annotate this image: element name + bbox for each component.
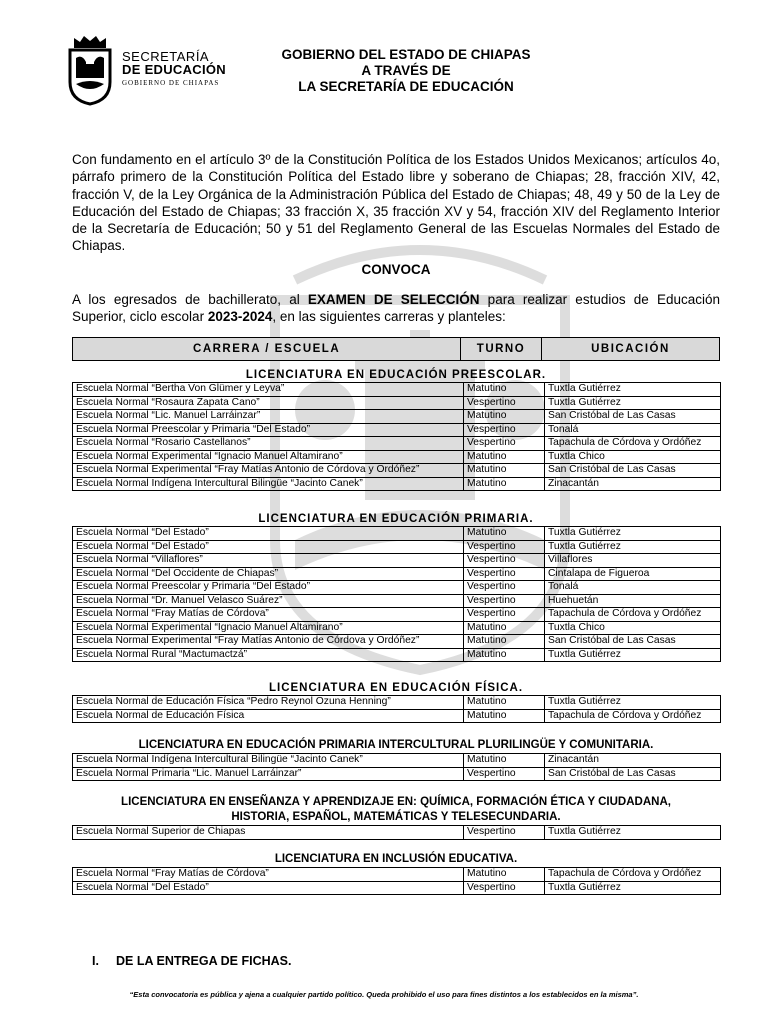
section-title: LICENCIATURA EN EDUCACIÓN FÍSICA. [268,682,524,694]
school-name-cell: Escuela Normal Experimental “Fray Matías Antonio de Córdova y Ordóñez” [73,464,464,478]
school-name-cell: Escuela Normal “Fray Matías de Córdova” [73,868,464,882]
section-preescolar [72,368,720,491]
section-title: LICENCIATURA EN EDUCACIÓN PREESCOLAR. [245,369,547,381]
ubicacion-cell: Tuxtla Gutiérrez [545,540,721,554]
school-year: 2023-2024 [207,309,273,324]
logo-line-2: DE EDUCACIÓN [122,62,226,77]
table-row [73,554,721,568]
school-table [72,825,721,840]
ubicacion-cell: Villaflores [545,554,721,568]
turno-cell: Matutino [464,635,545,649]
school-table [72,867,721,895]
table-row [73,754,721,768]
school-table [72,526,721,662]
table-row [73,540,721,554]
ubicacion-cell: Tuxtla Gutiérrez [545,383,721,397]
header-line-1: GOBIERNO DEL ESTADO DE CHIAPAS [281,47,531,62]
school-name-cell: Escuela Normal Experimental “Fray Matías Antonio de Córdova y Ordóñez” [73,635,464,649]
ubicacion-cell: Zinacantán [545,754,721,768]
section-title: LICENCIATURA EN INCLUSIÓN EDUCATIVA. [274,853,518,865]
table-row [73,767,721,781]
call-text-1: A los egresados de bachillerato, al [72,292,308,307]
ubicacion-cell: Tuxtla Chico [545,621,721,635]
ubicacion-cell: Tapachula de Córdova y Ordóñez [545,709,721,723]
table-row [73,635,721,649]
table-row [73,581,721,595]
turno-cell: Matutino [464,754,545,768]
ubicacion-cell: Cintalapa de Figueroa [545,567,721,581]
table-row [73,826,721,840]
schools-table-header [72,337,720,361]
exam-name: EXAMEN DE SELECCIÓN [307,292,480,307]
ubicacion-cell: Tapachula de Córdova y Ordóñez [545,437,721,451]
table-row [73,567,721,581]
table-row [73,621,721,635]
convoca-heading: CONVOCA [361,262,431,277]
ubicacion-cell: Tuxtla Gutiérrez [545,696,721,710]
turno-cell: Matutino [464,477,545,491]
section-title: LICENCIATURA EN EDUCACIÓN PRIMARIA. [258,513,534,525]
turno-cell: Vespertino [464,594,545,608]
school-name-cell: Escuela Normal Rural “Mactumactzá” [73,648,464,662]
school-name-cell: Escuela Normal de Educación Física [73,709,464,723]
turno-cell: Vespertino [464,396,545,410]
ubicacion-cell: Tonalá [545,581,721,595]
table-row [73,450,721,464]
turno-cell: Matutino [464,648,545,662]
logo-line-3: GOBIERNO DE CHIAPAS [122,79,220,87]
section-i-title: DE LA ENTREGA DE FICHAS. [116,954,292,968]
section-title: LICENCIATURA EN EDUCACIÓN PRIMARIA INTERCULTURAL PLURILINGÜE Y COMUNITARIA. [138,739,654,751]
table-row [73,437,721,451]
ubicacion-cell: Tuxtla Gutiérrez [545,396,721,410]
turno-cell: Vespertino [464,608,545,622]
turno-cell: Vespertino [464,540,545,554]
section-i-number: I. [92,954,99,968]
turno-cell: Matutino [464,621,545,635]
turno-cell: Vespertino [464,437,545,451]
table-row [73,881,721,895]
school-name-cell: Escuela Normal Experimental “Ignacio Manuel Altamirano” [73,450,464,464]
section-i-heading [92,954,291,968]
table-row [73,608,721,622]
turno-cell: Matutino [464,410,545,424]
school-name-cell: Escuela Normal Indígena Intercultural Bilingüe “Jacinto Canek” [73,754,464,768]
header-line-2: A TRAVÉS DE [361,63,451,78]
school-name-cell: Escuela Normal “Dr. Manuel Velasco Suárez” [73,594,464,608]
school-name-cell: Escuela Normal “Del Estado” [73,527,464,541]
section-ensenanza-aprendizaje [72,795,720,840]
table-row [73,648,721,662]
turno-cell: Vespertino [464,881,545,895]
section-educacion-fisica [72,681,720,723]
ubicacion-cell: San Cristóbal de Las Casas [545,410,721,424]
header-turno: TURNO [461,338,542,361]
school-name-cell: Escuela Normal “Del Estado” [73,540,464,554]
call-text-3: , en las siguientes carreras y planteles: [272,309,506,324]
document-header [230,47,582,95]
school-name-cell: Escuela Normal “Rosaura Zapata Cano” [73,396,464,410]
ubicacion-cell: Tuxtla Chico [545,450,721,464]
section-primaria [72,512,720,662]
table-row [73,477,721,491]
school-table [72,753,721,781]
school-name-cell: Escuela Normal Preescolar y Primaria “Del Estado” [73,581,464,595]
secretaria-logo-text [122,50,226,87]
turno-cell: Matutino [464,696,545,710]
table-row [73,464,721,478]
turno-cell: Matutino [464,450,545,464]
table-row [73,696,721,710]
section-primaria-intercultural [72,738,720,781]
ubicacion-cell: San Cristóbal de Las Casas [545,767,721,781]
school-name-cell: Escuela Normal Experimental “Ignacio Manuel Altamirano” [73,621,464,635]
turno-cell: Vespertino [464,554,545,568]
school-name-cell: Escuela Normal “Villaflores” [73,554,464,568]
turno-cell: Vespertino [464,826,545,840]
header-ubicacion: UBICACIÓN [541,338,719,361]
turno-cell: Vespertino [464,423,545,437]
turno-cell: Matutino [464,709,545,723]
ubicacion-cell: Tapachula de Córdova y Ordóñez [545,868,721,882]
section-inclusion-educativa [72,852,720,895]
ubicacion-cell: Tuxtla Gutiérrez [545,826,721,840]
turno-cell: Matutino [464,527,545,541]
school-name-cell: Escuela Normal de Educación Física “Pedro Reynol Ozuna Henning” [73,696,464,710]
chiapas-seal-logo [66,34,114,106]
school-name-cell: Escuela Normal Indígena Intercultural Bilingüe “Jacinto Canek” [73,477,464,491]
table-row [73,527,721,541]
turno-cell: Vespertino [464,767,545,781]
section-title: LICENCIATURA EN ENSEÑANZA Y APRENDIZAJE EN: QUÍMICA, FORMACIÓN ÉTICA Y CIUDADANA, HISTORIA, ESPAÑOL, MATEMÁTICAS Y TELESECUNDARIA. [121,796,671,823]
ubicacion-cell: Tonalá [545,423,721,437]
ubicacion-cell: Tapachula de Córdova y Ordóñez [545,608,721,622]
table-row [73,383,721,397]
school-name-cell: Escuela Normal “Bertha Von Glümer y Leyva” [73,383,464,397]
table-row [73,868,721,882]
ubicacion-cell: Zinacantán [545,477,721,491]
ubicacion-cell: Tuxtla Gutiérrez [545,881,721,895]
turno-cell: Matutino [464,383,545,397]
table-row [73,396,721,410]
school-name-cell: Escuela Normal “Del Occidente de Chiapas” [73,567,464,581]
ubicacion-cell: Tuxtla Gutiérrez [545,648,721,662]
school-table [72,695,721,723]
school-name-cell: Escuela Normal “Rosario Castellanos” [73,437,464,451]
school-name-cell: Escuela Normal Primaria “Lic. Manuel Larráinzar” [73,767,464,781]
call-paragraph [72,291,720,325]
table-row [73,423,721,437]
ubicacion-cell: San Cristóbal de Las Casas [545,464,721,478]
header-carrera: CARRERA / ESCUELA [73,338,461,361]
school-table [72,382,721,491]
logo-line-1: SECRETARÍA [122,49,210,64]
footer-disclaimer: “Esta convocatoria es pública y ajena a cualquier partido político. Queda prohibido el uso para fines distintos a los establecidos en la misma”. [129,990,639,999]
school-name-cell: Escuela Normal “Fray Matías de Córdova” [73,608,464,622]
header-line-3: LA SECRETARÍA DE EDUCACIÓN [298,79,514,94]
ubicacion-cell: Tuxtla Gutiérrez [545,527,721,541]
ubicacion-cell: Huehuetán [545,594,721,608]
call-text-2: para realizar estudios de Educación Superior, ciclo escolar [72,292,720,324]
school-name-cell: Escuela Normal Superior de Chiapas [73,826,464,840]
table-row [73,709,721,723]
school-name-cell: Escuela Normal “Del Estado” [73,881,464,895]
turno-cell: Matutino [464,464,545,478]
turno-cell: Vespertino [464,567,545,581]
turno-cell: Matutino [464,868,545,882]
intro-paragraph: Con fundamento en el artículo 3º de la Constitución Política de los Estados Unidos Mexicanos; artículos 4o, párrafo primero de la Constitución Política del Estado libre y soberano de Chiapas; 28, fracción XIV, 42, fracción V, de la Ley Orgánica de la Administración Pública del Estado de Chiapas; 48, 49 y 50 de la Ley de Educación del Estado de Chiapas; 33 fracción X, 35 fracción XV y 54, fracción XIV del Reglamento Interior de la Secretaría de Educación; 50 y 51 del Reglamento General de las Escuelas Normales del Estado de Chiapas. [72,152,720,254]
table-row [73,410,721,424]
school-name-cell: Escuela Normal Preescolar y Primaria “Del Estado” [73,423,464,437]
school-name-cell: Escuela Normal “Lic. Manuel Larráinzar” [73,410,464,424]
ubicacion-cell: San Cristóbal de Las Casas [545,635,721,649]
table-row [73,594,721,608]
turno-cell: Vespertino [464,581,545,595]
